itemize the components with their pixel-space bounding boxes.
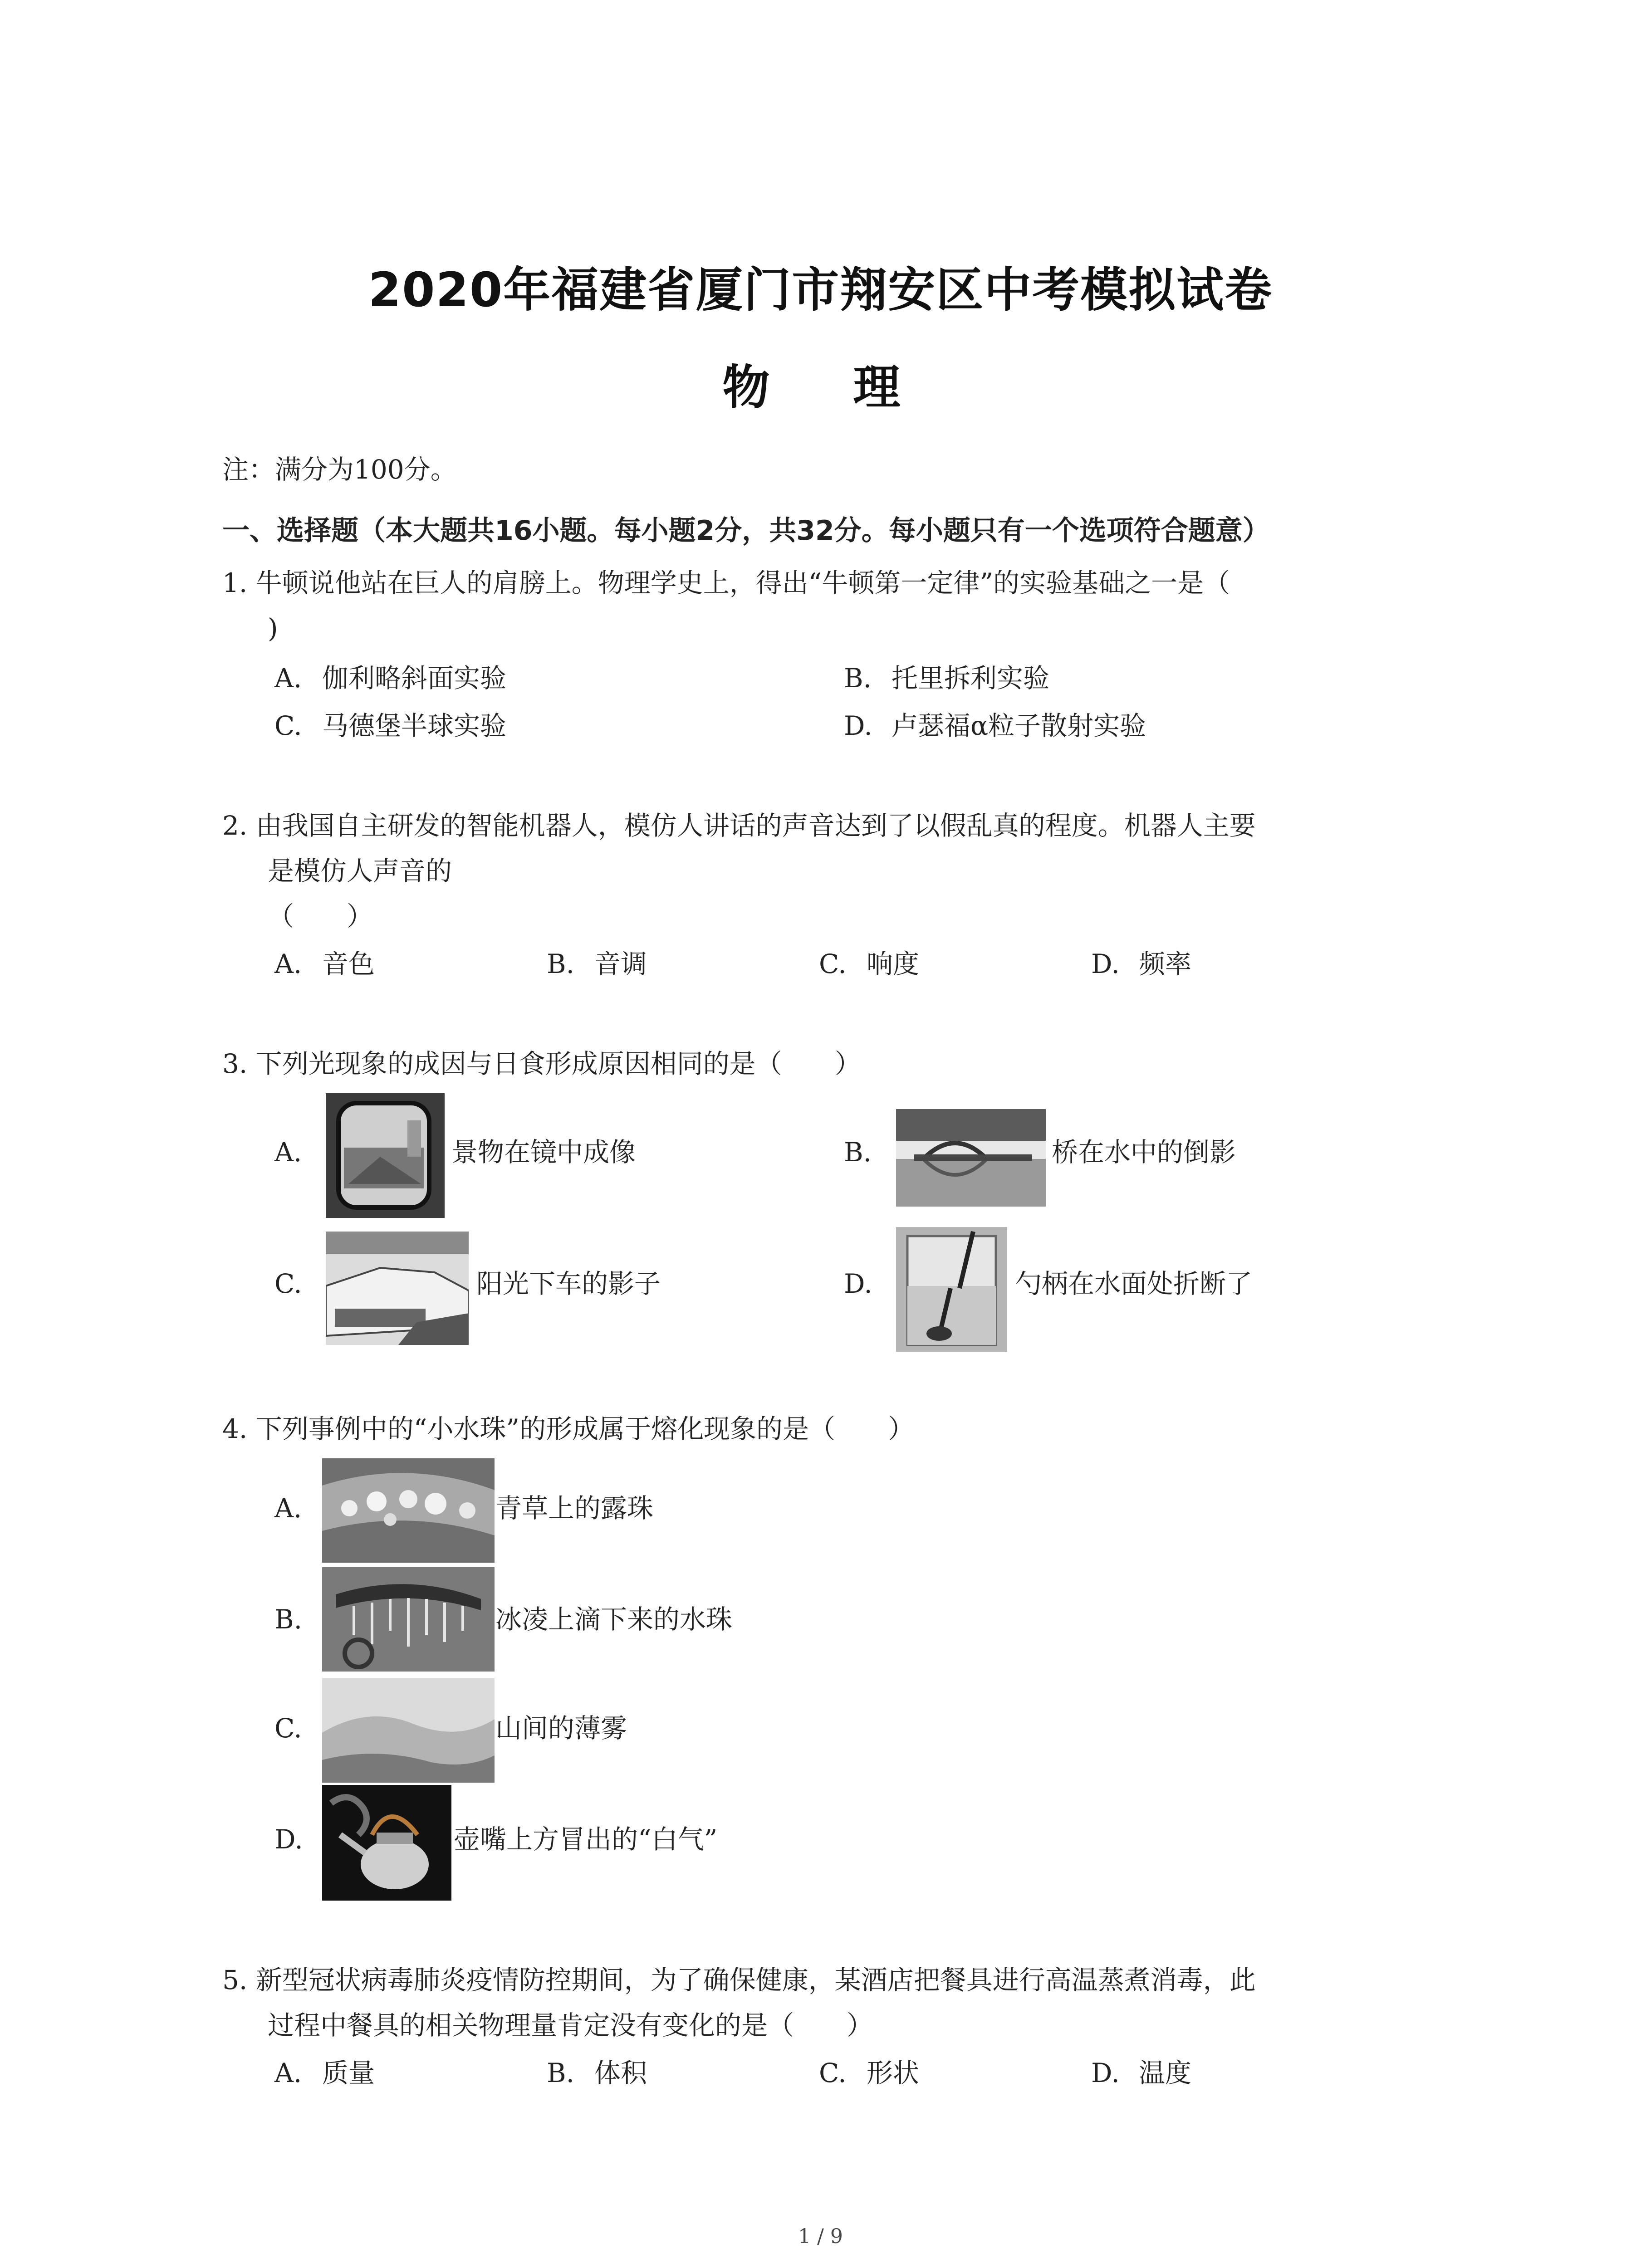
q1-option-b: B. 托里拆利实验	[844, 663, 1050, 694]
q5-option-d: D. 温度	[1091, 2058, 1192, 2088]
q5-stem-cont: 过程中餐具的相关物理量肯定没有变化的是（ ）	[268, 2010, 873, 2041]
bridge-image	[896, 1109, 1046, 1207]
q1-stem-cont: )	[268, 613, 278, 644]
q3-option-c-letter: C.	[274, 1268, 302, 1299]
q2-option-b: B. 音调	[547, 948, 647, 979]
q1-stem: 1. 牛顿说他站在巨人的肩膀上。物理学史上，得出“牛顿第一定律”的实验基础之一是（	[222, 567, 1230, 598]
dew-image	[322, 1458, 495, 1563]
q3-option-b: 桥在水中的倒影	[1052, 1137, 1236, 1168]
q4-option-a: 青草上的露珠	[495, 1493, 654, 1524]
q4-option-a-letter: A.	[274, 1493, 302, 1524]
score-note: 注：满分为100分。	[222, 454, 457, 485]
car-shadow-image	[326, 1232, 469, 1345]
q1-option-d: D. 卢瑟福α粒子散射实验	[844, 710, 1146, 741]
q3-option-d-letter: D.	[844, 1268, 872, 1299]
q2-option-c: C. 响度	[819, 948, 920, 979]
q5-option-b: B. 体积	[547, 2058, 647, 2088]
q4-option-d: 壶嘴上方冒出的“白气”	[454, 1824, 718, 1855]
q5-option-a: A. 质量	[274, 2058, 375, 2088]
q3-option-c: 阳光下车的影子	[476, 1268, 661, 1299]
q3-stem: 3. 下列光现象的成因与日食形成原因相同的是（ ）	[222, 1048, 861, 1079]
q2-option-a: A. 音色	[274, 948, 375, 979]
kettle-image	[322, 1785, 451, 1901]
icicle-image	[322, 1567, 495, 1672]
q4-option-b-letter: B.	[274, 1604, 303, 1635]
mirror-image	[326, 1093, 445, 1218]
fog-image	[322, 1678, 495, 1783]
q5-stem: 5. 新型冠状病毒肺炎疫情防控期间，为了确保健康，某酒店把餐具进行高温蒸煮消毒，此	[222, 1965, 1256, 1995]
q4-stem: 4. 下列事例中的“小水珠”的形成属于熔化现象的是（ ）	[222, 1413, 915, 1444]
q3-option-a-letter: A.	[274, 1137, 302, 1168]
exam-title: 2020年福建省厦门市翔安区中考模拟试卷	[368, 262, 1273, 318]
q2-option-d: D. 频率	[1091, 948, 1192, 979]
q2-bracket: （ ）	[268, 901, 373, 932]
q1-option-c: C. 马德堡半球实验	[274, 710, 507, 741]
q1-option-a: A. 伽利略斜面实验	[274, 663, 507, 694]
q4-option-d-letter: D.	[274, 1824, 303, 1855]
q4-option-c-letter: C.	[274, 1713, 302, 1744]
exam-subject: 物 理	[722, 360, 919, 415]
q2-stem: 2. 由我国自主研发的智能机器人，模仿人讲话的声音达到了以假乱真的程度。机器人主要	[222, 810, 1256, 841]
page-number: 1 / 9	[798, 2225, 843, 2248]
q3-option-a: 景物在镜中成像	[451, 1137, 636, 1168]
section-heading: 一、选择题（本大题共16小题。每小题2分，共32分。每小题只有一个选项符合题意）	[222, 515, 1270, 547]
q4-option-c: 山间的薄雾	[495, 1713, 627, 1744]
q3-option-d: 勺柄在水面处折断了	[1015, 1268, 1253, 1299]
q4-option-b: 冰凌上滴下来的水珠	[495, 1604, 733, 1635]
spoon-glass-image	[896, 1227, 1007, 1352]
q5-option-c: C. 形状	[819, 2058, 920, 2088]
q2-stem-cont: 是模仿人声音的	[268, 855, 452, 886]
q3-option-b-letter: B.	[844, 1137, 872, 1168]
